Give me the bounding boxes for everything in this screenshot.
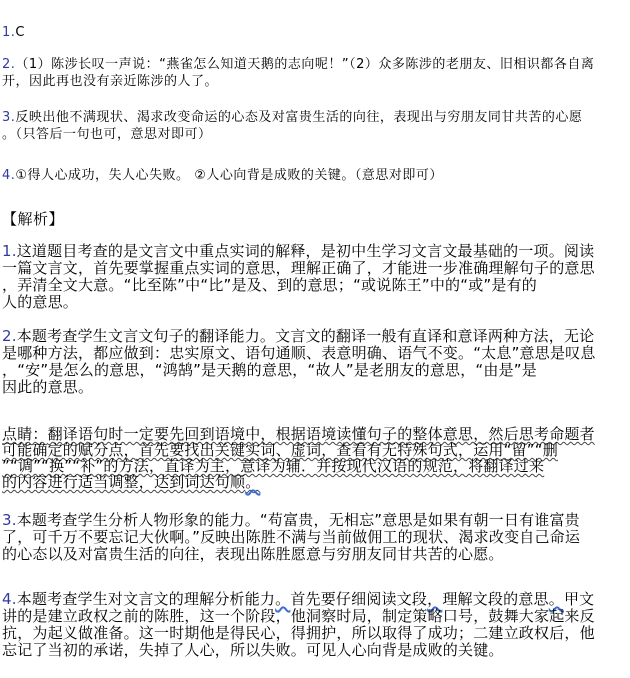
answer-3-line-1 bbox=[2, 109, 628, 126]
answer-4 bbox=[2, 167, 628, 184]
para-number: 3. bbox=[2, 511, 17, 529]
keypoint-last-line: 的内容进行适当调整，达到词达句顺。 bbox=[2, 473, 261, 491]
keypoint-label: 点睛： bbox=[2, 425, 48, 443]
answer-3-line-2: 。（只答后一句也可，意思对即可） bbox=[2, 127, 212, 142]
analysis-para-2: 2.本题考查学生文言文句子的翻译能力。文言文的翻译一般有直译和意译两种方法，无论 是哪种方法，都应做到：忠实原文、语句通顺、表意明确、语气不变。“太息”意思是叹息 ，“安”是怎么的意思，“鸿鹄”是天鹅的意思，“故人”是老朋友的意思，“由是”是 因此的意思。 bbox=[2, 327, 596, 396]
answer-2 bbox=[2, 56, 628, 90]
answers-section bbox=[2, 24, 628, 184]
analysis-para-1: 1.这道题目考查的是文言文中重点实词的解释，是初中生学习文言文最基础的一项。阅读 一篇文言文，首先要掌握重点实词的意思，理解正确了，才能进一步准确理解句子的意思 ，弄清全文大意。“比至陈”中“比”是及、到的意思；“或说陈王”中的“或”是有的 人的意思。 bbox=[2, 242, 595, 311]
para-number: 4. bbox=[2, 590, 17, 608]
answer-2-line-2: 开，因此再也没有亲近陈涉的人了。 bbox=[2, 74, 219, 89]
answer-2-line-1 bbox=[2, 56, 628, 73]
answer-text: ①得人心成功，失人心失败。 ②人心向背是成败的关键。（意思对即可） bbox=[15, 168, 443, 183]
answer-4-line bbox=[2, 167, 628, 184]
answer-text: 反映出他不满现状、渴求改变命运的心态及对富贵生活的向往，表现出与穷朋友同甘共苦的心愿 bbox=[15, 110, 583, 125]
analysis-heading: 【解析】 bbox=[2, 210, 65, 228]
analysis-para-3: 3.本题考查学生分析人物形象的能力。“苟富贵，无相忘”意思是如果有朝一日有谁富贵 了，可千万不要忘记大伙啊。”反映出陈胜不满与当前做佣工的现状、渴求改变自己命运 的心态以及对富贵生活的向往，表现出陈胜愿意与穷朋友同甘共苦的心愿。 bbox=[2, 511, 581, 563]
answer-3 bbox=[2, 109, 628, 143]
answer-number: 3. bbox=[2, 110, 16, 125]
para-4-line-1: 本题考查学生对文言文的理解分析能力。首先要仔细阅读文段，理解文段的意思。甲文 bbox=[16, 590, 595, 608]
para-number: 1. bbox=[2, 242, 17, 260]
answer-number: 2. bbox=[2, 57, 16, 72]
answer-text: （1）陈涉长叹一声说：“燕雀怎么知道天鹅的志向呢！”（2）众多陈涉的老朋友、旧相识都各自离 bbox=[15, 57, 595, 72]
analysis-section bbox=[2, 210, 628, 659]
answer-1-line bbox=[2, 24, 628, 41]
answer-1 bbox=[2, 24, 628, 41]
analysis-para-4: 4.本题考查学生对文言文的理解分析能力。首先要仔细阅读文段，理解文段的意思。甲文 讲的是建立政权之前的陈胜，这一个阶段，他洞察时局，制定策略口号，鼓舞大家起来反 抗，为起义做准备。这一时期他是得民心，得拥护，所以取得了成功；二建立政权后，他 忘记了当初的承诺，失掉了人心，所以失败。可见人心向背是成败的关键。 bbox=[2, 590, 595, 659]
answer-text: C bbox=[15, 25, 25, 40]
answer-number: 1. bbox=[2, 25, 16, 40]
analysis-keypoint-para: 点睛：翻译语句时一定要先回到语境中，根据语境读懂句子的整体意思，然后思考命题者 可能确定的赋分点，首先要找出关键实词、虚词，查看有无特殊句式，运用“留”“删 ”“调”“换”“补”的方法，直译为主，意译为辅．并按现代汉语的规范，将翻译过来 的内容进行适当调整，达到词达句顺。 bbox=[2, 426, 628, 490]
para-number: 2. bbox=[2, 327, 17, 345]
answer-number: 4. bbox=[2, 168, 16, 183]
